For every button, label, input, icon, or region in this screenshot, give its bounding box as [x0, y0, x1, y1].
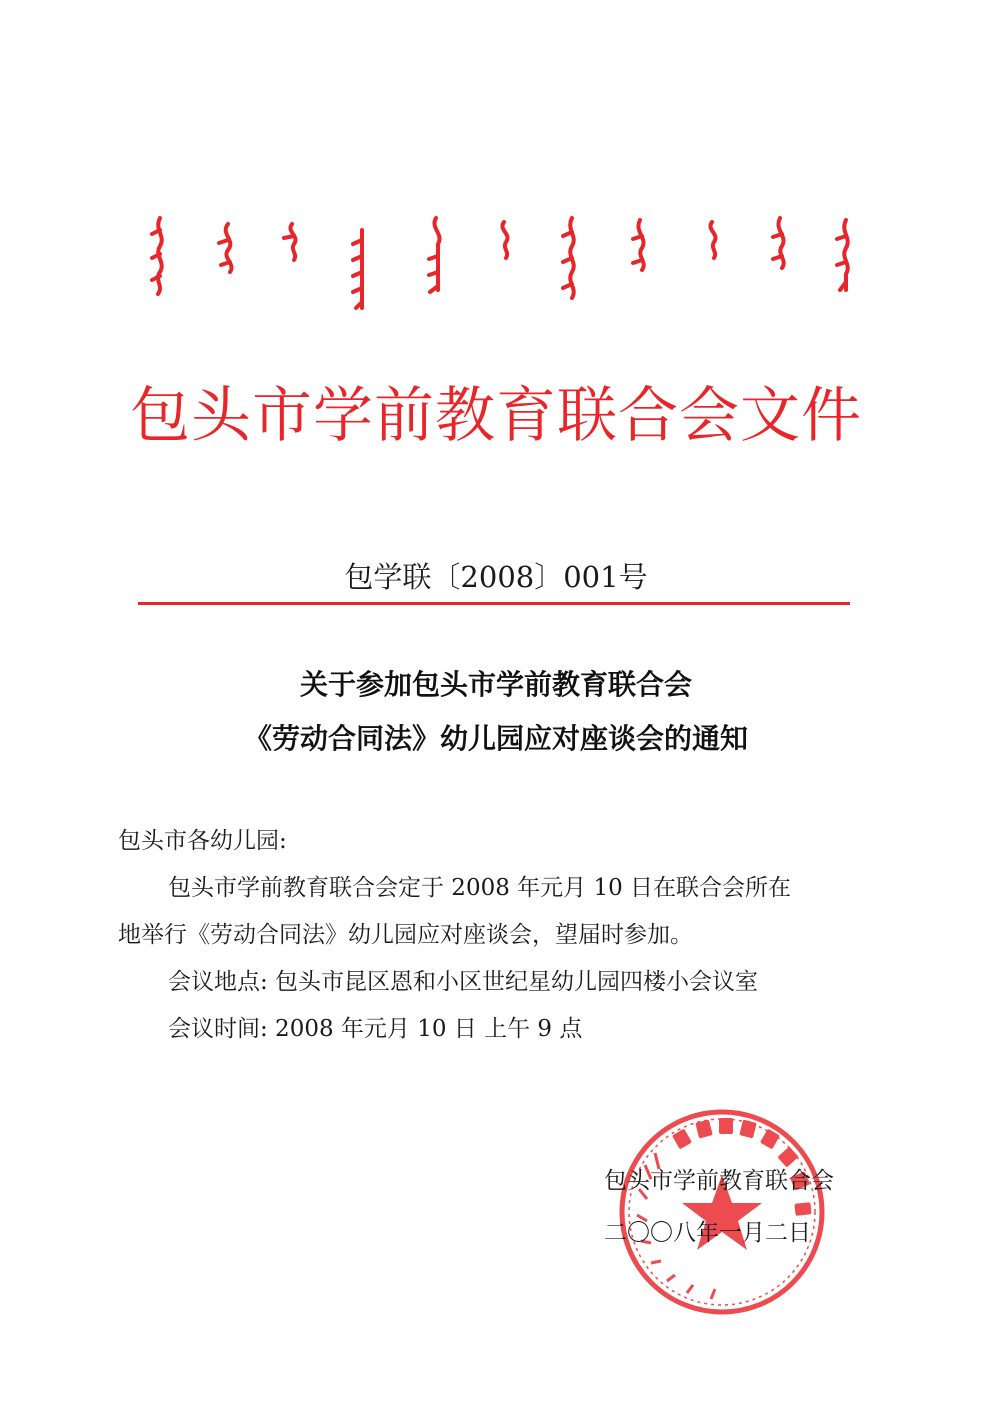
mongolian-script-graphic [140, 210, 860, 320]
meeting-venue: 会议地点: 包头市昆区恩和小区世纪星幼儿园四楼小会议室 [168, 969, 759, 995]
mongolian-script-header [140, 210, 860, 320]
notice-title [0, 658, 992, 766]
document-number: 包学联〔2008〕001号 [344, 560, 648, 594]
paragraph-1-line-1: 包头市学前教育联合会定于 2008 年元月 10 日在联合会所在 [168, 875, 792, 901]
salutation: 包头市各幼儿园: [118, 828, 287, 854]
signature-organization: 包头市学前教育联合会 [604, 1168, 834, 1194]
meeting-time: 会议时间: 2008 年元月 10 日 上午 9 点 [168, 1016, 583, 1042]
signature-date: 二〇〇八年一月二日 [604, 1220, 811, 1246]
notice-body [118, 818, 878, 1053]
notice-title-line-1: 关于参加包头市学前教育联合会 [299, 668, 692, 701]
red-divider-line [138, 602, 850, 605]
organization-header-title: 包头市学前教育联合会文件 [130, 381, 862, 451]
notice-title-line-2: 《劳动合同法》幼儿园应对座谈会的通知 [243, 722, 748, 755]
signature-block [604, 1155, 834, 1259]
paragraph-1-line-2: 地举行《劳动合同法》幼儿园应对座谈会，望届时参加。 [118, 922, 693, 948]
